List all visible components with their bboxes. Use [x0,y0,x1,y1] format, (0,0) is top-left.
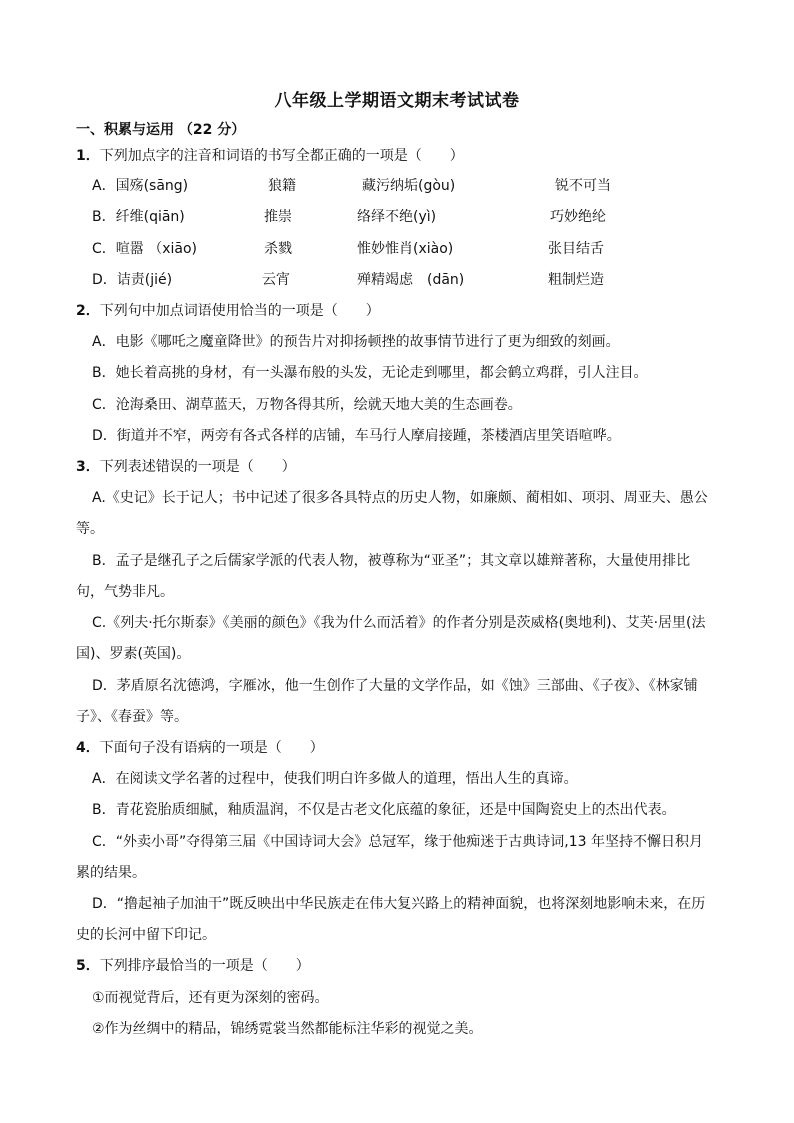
q3-option-a-cont: 等。 [76,521,104,537]
option-cell: 张目结舌 [548,241,604,257]
q3-option-a: A.《史记》长于记人；书中记述了很多各具特点的历史人物，如廉颇、蔺相如、项羽、周亚夫、愚公 [92,490,708,506]
option-cell: 惟妙惟肖(xiào) [357,241,454,257]
question-3 [76,458,296,476]
question-stem: 下面句子没有语病的一项是（ ） [99,740,324,756]
question-5 [76,957,310,975]
q5-item-1: ①而视觉背后，还有更为深刻的密码。 [92,990,329,1006]
q5-item-2: ②作为丝绸中的精品，锦绣霓裳当然都能标注华彩的视觉之美。 [92,1021,483,1037]
question-number: 3． [76,459,100,475]
question-number: 1． [76,148,100,164]
option-cell: B．纤维(qiān) [92,209,185,225]
q2-option-b: B．她长着高挑的身材，有一头瀑布般的头发，无论走到哪里，都会鹤立鸡群，引人注目。 [92,365,648,381]
question-stem: 下列排序最恰当的一项是（ ） [99,958,310,974]
q3-option-d: D．茅盾原名沈德鸿，字雁冰，他一生创作了大量的文学作品，如《蚀》三部曲、《子夜》、《林家铺 [92,678,698,694]
option-cell: C．喧嚣 （xiāo) [92,241,198,257]
option-cell: 藏污纳垢(gòu) [362,178,456,194]
q3-option-c: C.《列夫·托尔斯泰》《美丽的颜色》《我为什么而活着》的作者分别是茨威格(奥地利)、艾芙·居里(法 [92,615,706,631]
q3-option-b-cont: 句，气势非凡。 [76,584,174,600]
option-cell: 巧妙绝纶 [550,209,606,225]
q4-option-c-cont: 累的结果。 [76,865,146,881]
question-stem: 下列加点字的注音和词语的书写全都正确的一项是（ ） [99,148,464,164]
option-cell: 锐不可当 [555,178,611,194]
question-stem: 下列句中加点词语使用恰当的一项是（ ） [99,303,380,319]
question-4 [76,739,324,757]
question-stem: 下列表述错误的一项是（ ） [99,459,296,475]
q4-option-a: A．在阅读文学名著的过程中，使我们明白许多做人的道理，悟出人生的真谛。 [92,771,578,787]
q2-option-c: C．沧海桑田、湖草蓝天，万物各得其所，绘就天地大美的生态画卷。 [92,397,522,413]
q3-option-b: B．孟子是继孔子之后儒家学派的代表人物，被尊称为“亚圣”；其文章以雄辩著称，大量使用排比 [92,553,691,569]
question-number: 5． [76,958,100,974]
q4-option-d-cont: 史的长河中留下印记。 [76,927,216,943]
option-cell: 推崇 [264,209,292,225]
question-2 [76,302,380,320]
q3-option-c-cont: 国)、罗素(英国)。 [76,646,191,662]
q3-option-d-cont: 子》、《春蚕》等。 [76,709,188,725]
option-cell: 络绎不绝(yì) [357,209,437,225]
question-number: 4． [76,740,100,756]
q4-option-c: C．“外卖小哥”夺得第三届《中国诗词大会》总冠军，缘于他痴迷于古典诗词,13 年坚持不懈日积月 [92,834,703,850]
option-cell: 杀戮 [264,241,292,257]
q2-option-d: D．街道并不窄，两旁有各式各样的店铺，车马行人摩肩接踵，茶楼酒店里笑语喧哗。 [92,428,621,444]
option-cell: 粗制烂造 [548,272,604,288]
q2-option-a: A．电影《哪吒之魔童降世》的预告片对抑扬顿挫的故事情节进行了更为细致的刻画。 [92,334,620,350]
q4-option-b: B．青花瓷胎质细腻，釉质温润，不仅是古老文化底蕴的象征，还是中国陶瓷史上的杰出代表。 [92,802,676,818]
section-heading: 一、积累与运用 （22 分） [76,122,246,138]
question-1 [76,147,464,165]
option-cell: 狼籍 [268,178,296,194]
q4-option-d: D．“撸起袖子加油干”既反映出中华民族走在伟大复兴路上的精神面貌，也将深刻地影响未来，在历 [92,896,706,912]
page-title: 八年级上学期语文期末考试试卷 [274,91,520,111]
question-number: 2． [76,303,100,319]
option-cell: D．诘责(jié) [92,272,173,288]
option-cell: 殚精竭虑 (dān) [357,272,465,288]
option-cell: 云宵 [262,272,290,288]
option-cell: A．国殇(sāng) [92,178,189,194]
